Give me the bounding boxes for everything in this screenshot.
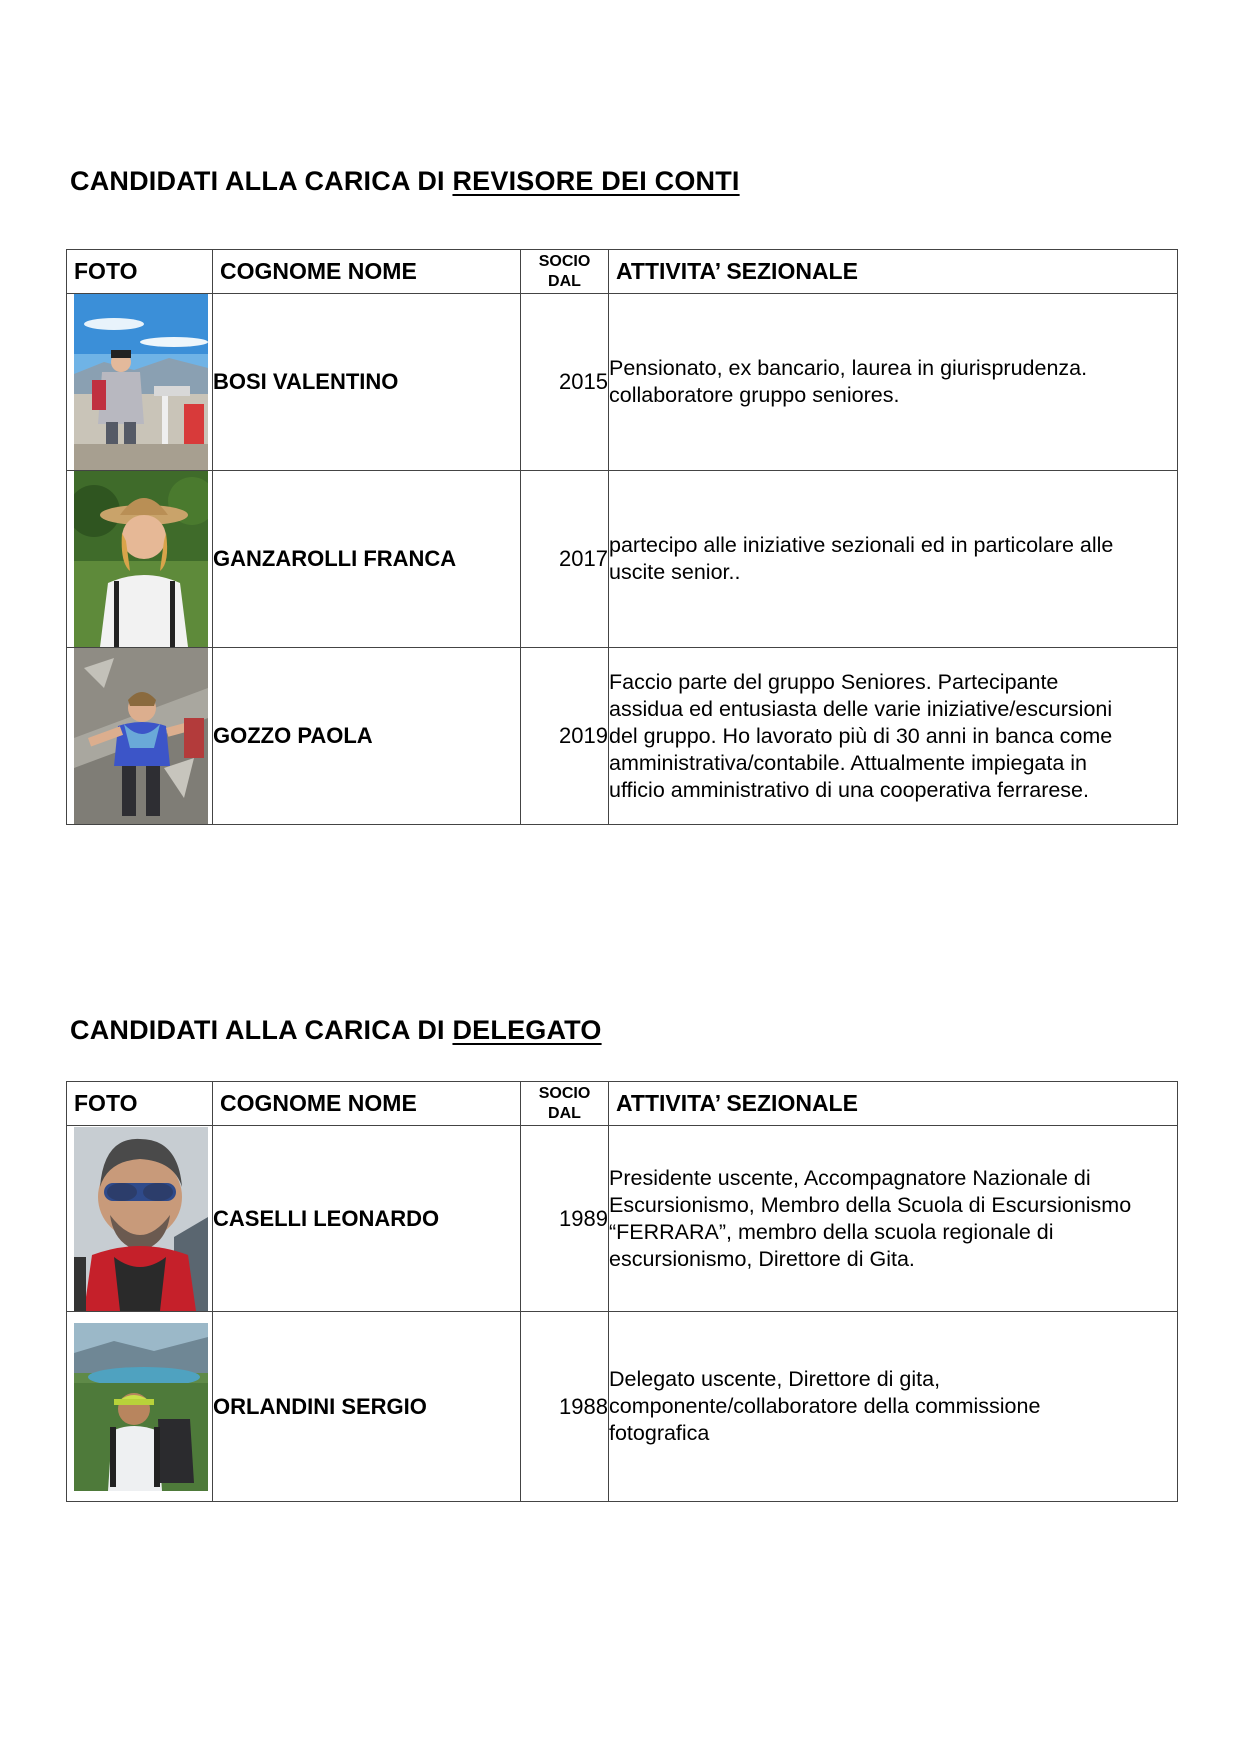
- candidate-name: BOSI VALENTINO: [213, 294, 521, 471]
- member-since: 1989: [521, 1126, 609, 1312]
- section-title-role: REVISORE DEI CONTI: [452, 166, 740, 196]
- header-socio-dal: [521, 1082, 609, 1126]
- header-name: COGNOME NOME: [213, 250, 521, 294]
- candidate-name: GOZZO PAOLA: [213, 648, 521, 825]
- activity-text: [609, 471, 1178, 648]
- activity-line: Faccio parte del gruppo Seniores. Partecipante: [609, 669, 1059, 694]
- candidate-name: ORLANDINI SERGIO: [213, 1312, 521, 1502]
- header-dal: DAL: [548, 1104, 581, 1122]
- member-since: 2017: [521, 471, 609, 648]
- activity-line: amministrativa/contabile. Attualmente impiegata in: [609, 750, 1088, 775]
- table-row: [67, 1126, 1178, 1312]
- header-activity: ATTIVITA’ SEZIONALE: [609, 1082, 1178, 1126]
- table-row: [67, 1312, 1178, 1502]
- activity-line: del gruppo. Ho lavorato più di 30 anni in banca come: [609, 723, 1113, 748]
- header-socio: SOCIO: [538, 1084, 591, 1102]
- activity-line: fotografica: [609, 1421, 710, 1445]
- table-row: [67, 294, 1178, 471]
- table-row: [67, 471, 1178, 648]
- header-dal: DAL: [548, 272, 581, 290]
- activity-line: escursionismo, Direttore di Gita.: [609, 1246, 915, 1271]
- candidate-photo: [74, 471, 208, 647]
- header-socio-dal: [521, 250, 609, 294]
- activity-line: Presidente uscente, Accompagnatore Nazionale di: [609, 1165, 1091, 1190]
- activity-line: “FERRARA”, membro della scuola regionale di: [609, 1219, 1054, 1244]
- activity-line: Escursionismo, Membro della Scuola di Escursionismo: [609, 1192, 1132, 1217]
- header-activity: ATTIVITA’ SEZIONALE: [609, 250, 1178, 294]
- activity-line: assidua ed entusiasta delle varie iniziative/escursioni: [609, 696, 1113, 721]
- candidate-photo: [74, 648, 208, 824]
- candidate-name: GANZAROLLI FRANCA: [213, 471, 521, 648]
- candidates-table-revisore: [66, 249, 1178, 825]
- activity-text: [609, 1312, 1178, 1502]
- section-title-prefix: CANDIDATI ALLA CARICA DI: [70, 166, 453, 196]
- candidate-photo: [74, 1127, 208, 1311]
- candidate-photo: [74, 294, 208, 470]
- activity-line: componente/collaboratore della commissione: [609, 1394, 1041, 1418]
- photo-cell: [67, 294, 213, 471]
- candidate-photo: [74, 1323, 208, 1491]
- activity-text: [609, 648, 1178, 825]
- candidate-name: CASELLI LEONARDO: [213, 1126, 521, 1312]
- activity-line: collaboratore gruppo seniores.: [609, 383, 900, 407]
- activity-line: ufficio amministrativo di una cooperativa ferrarese.: [609, 777, 1089, 802]
- table-row: [67, 648, 1178, 825]
- section-title-role: DELEGATO: [452, 1015, 602, 1045]
- header-foto: FOTO: [67, 250, 213, 294]
- section-title-delegato: [70, 1015, 602, 1046]
- section-title-prefix: CANDIDATI ALLA CARICA DI: [70, 1015, 453, 1045]
- table-header-row: [67, 250, 1178, 294]
- photo-cell: [67, 1312, 213, 1502]
- header-name: COGNOME NOME: [213, 1082, 521, 1126]
- member-since: 2019: [521, 648, 609, 825]
- table-header-row: [67, 1082, 1178, 1126]
- header-socio: SOCIO: [538, 252, 591, 270]
- activity-line: partecipo alle iniziative sezionali ed in particolare alle: [609, 533, 1114, 557]
- header-foto: FOTO: [67, 1082, 213, 1126]
- activity-line: Pensionato, ex bancario, laurea in giurisprudenza.: [609, 356, 1088, 380]
- activity-text: [609, 294, 1178, 471]
- photo-cell: [67, 648, 213, 825]
- activity-line: Delegato uscente, Direttore di gita,: [609, 1367, 941, 1391]
- member-since: 2015: [521, 294, 609, 471]
- photo-cell: [67, 1126, 213, 1312]
- candidates-table-delegato: [66, 1081, 1178, 1502]
- member-since: 1988: [521, 1312, 609, 1502]
- activity-line: uscite senior..: [609, 560, 741, 584]
- activity-text: [609, 1126, 1178, 1312]
- photo-cell: [67, 471, 213, 648]
- section-title-revisore: [70, 166, 740, 197]
